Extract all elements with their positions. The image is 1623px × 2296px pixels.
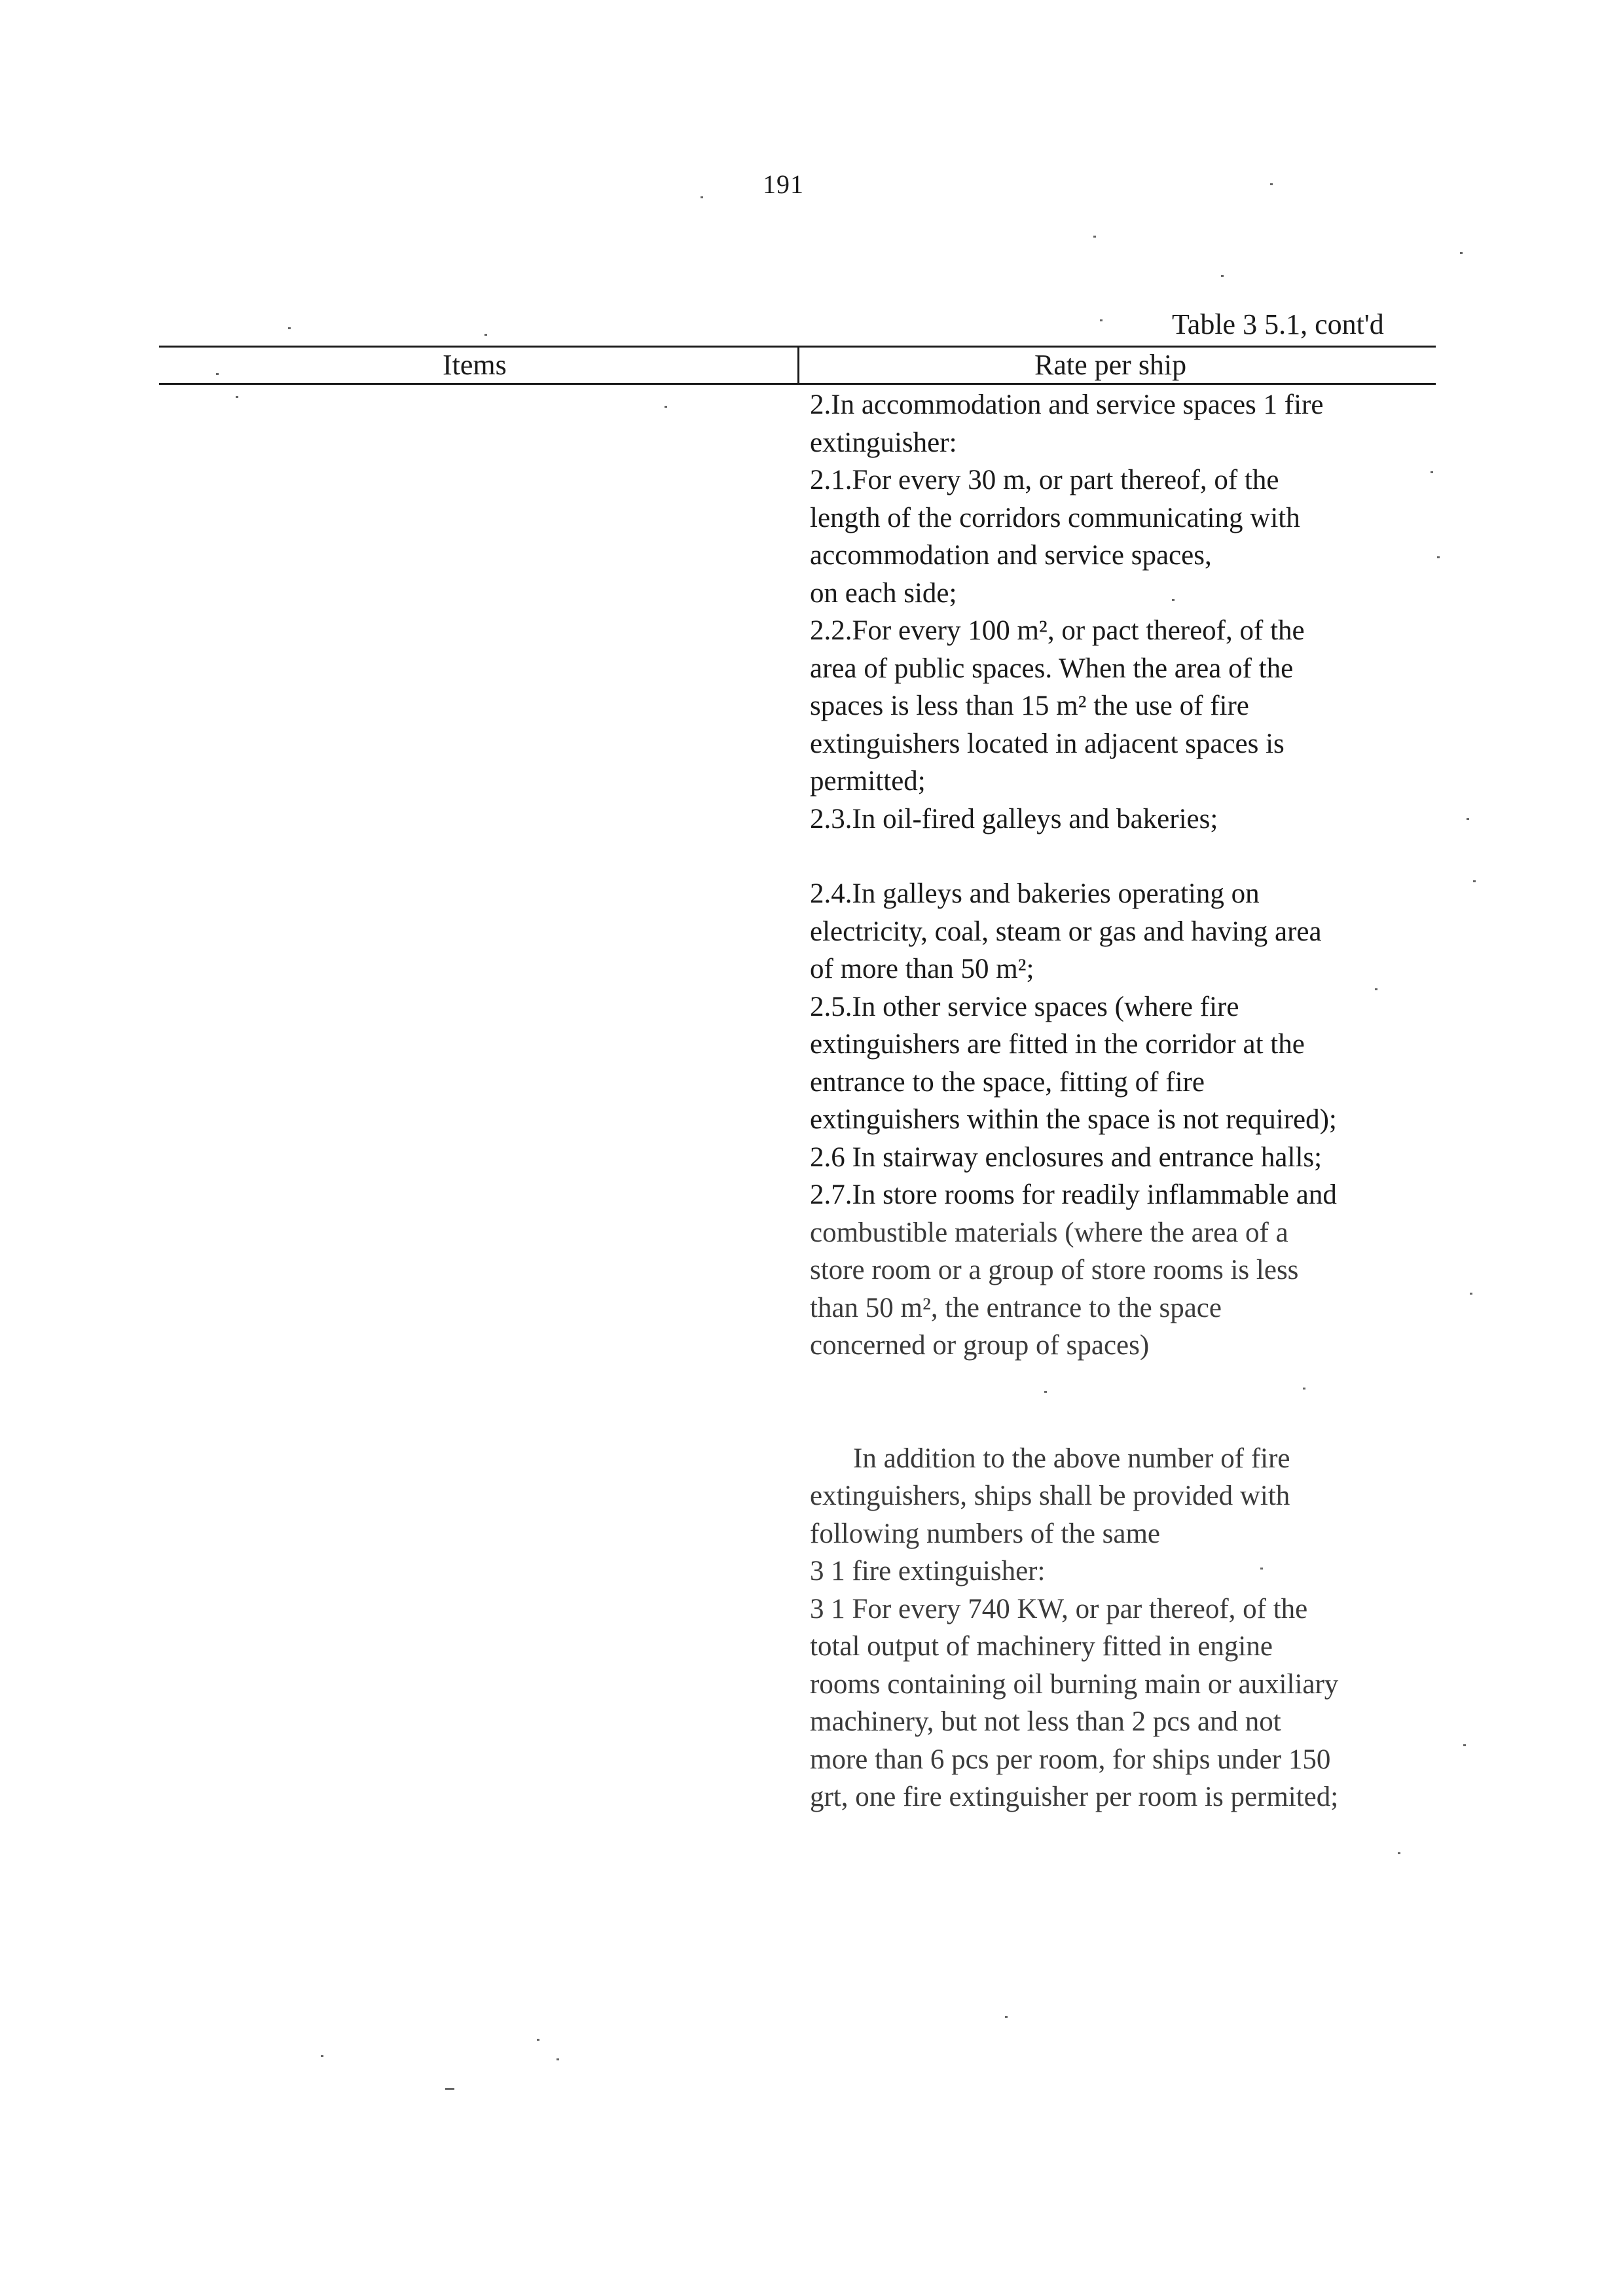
scan-speck	[1303, 1388, 1305, 1390]
rate-line: extinguishers within the space is not required);	[810, 1104, 1337, 1135]
scan-speck	[701, 196, 703, 198]
scan-speck	[1463, 1744, 1466, 1746]
scan-speck	[1398, 1852, 1400, 1854]
scan-speck	[321, 2055, 323, 2057]
rate-line: area of public spaces. When the area of the	[810, 653, 1294, 684]
rate-line: 2.3.In oil-fired galleys and bakeries;	[810, 803, 1218, 834]
column-header-items: Items	[443, 349, 507, 381]
scan-speck	[1093, 236, 1096, 238]
scan-speck	[1270, 183, 1273, 185]
addition-line: total output of machinery fitted in engine	[810, 1631, 1273, 1662]
scan-speck	[1044, 1391, 1047, 1393]
addition-line: machinery, but not less than 2 pcs and not	[810, 1706, 1281, 1737]
rate-line: 2.1.For every 30 m, or part thereof, of the	[810, 465, 1279, 495]
rate-line: 2.6 In stairway enclosures and entrance halls;	[810, 1141, 1322, 1173]
scan-speck	[445, 2088, 454, 2090]
rate-line: accommodation and service spaces,	[810, 540, 1212, 571]
rate-line: 2.2.For every 100 m², or pact thereof, of the	[810, 615, 1305, 646]
rate-line: of more than 50 m²;	[810, 954, 1034, 984]
rate-line: on each side;	[810, 577, 957, 609]
addition-line: more than 6 pcs per room, for ships under 150	[810, 1744, 1331, 1775]
blank-line	[810, 838, 1478, 875]
scan-speck	[1260, 1568, 1263, 1570]
rate-line: concerned or group of spaces)	[810, 1330, 1150, 1361]
rate-line: spaces is less than 15 m² the use of fire	[810, 691, 1249, 721]
column-header-rate: Rate per ship	[1034, 349, 1187, 381]
rate-line: electricity, coal, steam or gas and having area	[810, 916, 1322, 947]
rate-line: than 50 m², the entrance to the space	[810, 1292, 1222, 1323]
scan-speck	[288, 327, 291, 329]
scan-speck	[1375, 988, 1377, 990]
rate-line: extinguishers are fitted in the corridor at the	[810, 1029, 1305, 1060]
addition-line: In addition to the above number of fire	[853, 1443, 1290, 1474]
scan-speck	[484, 334, 487, 336]
rate-line: 2.5.In other service spaces (where fire	[810, 991, 1239, 1022]
rate-line: entrance to the space, fitting of fire	[810, 1066, 1205, 1098]
scan-speck	[1005, 2016, 1008, 2018]
scan-speck	[1221, 275, 1224, 277]
scan-speck	[236, 396, 238, 398]
page-number: 191	[763, 170, 804, 199]
rate-line: extinguisher:	[810, 427, 957, 458]
addition-line: 3 1 For every 740 KW, or par thereof, of the	[810, 1593, 1308, 1624]
addition-line: following numbers of the same	[810, 1518, 1161, 1549]
scan-speck	[1470, 1293, 1472, 1295]
scan-speck	[1172, 599, 1175, 601]
rate-line: combustible materials (where the area of a	[810, 1217, 1288, 1248]
scan-speck	[1431, 471, 1433, 473]
scan-speck	[1467, 818, 1469, 820]
scan-speck	[216, 373, 219, 375]
column-divider	[797, 346, 799, 384]
addition-line: 3 1 fire extinguisher:	[810, 1556, 1046, 1587]
rate-line: 2.4.In galleys and bakeries operating on	[810, 878, 1260, 909]
scan-speck	[556, 2058, 559, 2060]
scan-speck	[1460, 252, 1463, 254]
scan-speck	[665, 406, 667, 408]
section-gap	[810, 1365, 1478, 1440]
rate-per-ship-cell	[810, 386, 1478, 1816]
addition-line: rooms containing oil burning main or auxiliary	[810, 1668, 1339, 1700]
rate-line: length of the corridors communicating with	[810, 502, 1300, 533]
scan-speck	[537, 2039, 539, 2041]
scan-speck	[1473, 880, 1476, 882]
rate-line: 2.In accommodation and service spaces 1 fire	[810, 389, 1324, 420]
rate-line: extinguishers located in adjacent spaces is	[810, 728, 1285, 759]
table-caption: Table 3 5.1, cont'd	[1172, 308, 1384, 340]
addition-line: grt, one fire extinguisher per room is permited;	[810, 1782, 1339, 1812]
scan-speck	[1100, 319, 1103, 321]
scan-speck	[1437, 556, 1440, 558]
rate-line: 2.7.In store rooms for readily inflammable and	[810, 1179, 1337, 1210]
rate-line: store room or a group of store rooms is less	[810, 1255, 1299, 1285]
addition-line: extinguishers, ships shall be provided with	[810, 1480, 1290, 1511]
rate-line: permitted;	[810, 766, 926, 797]
